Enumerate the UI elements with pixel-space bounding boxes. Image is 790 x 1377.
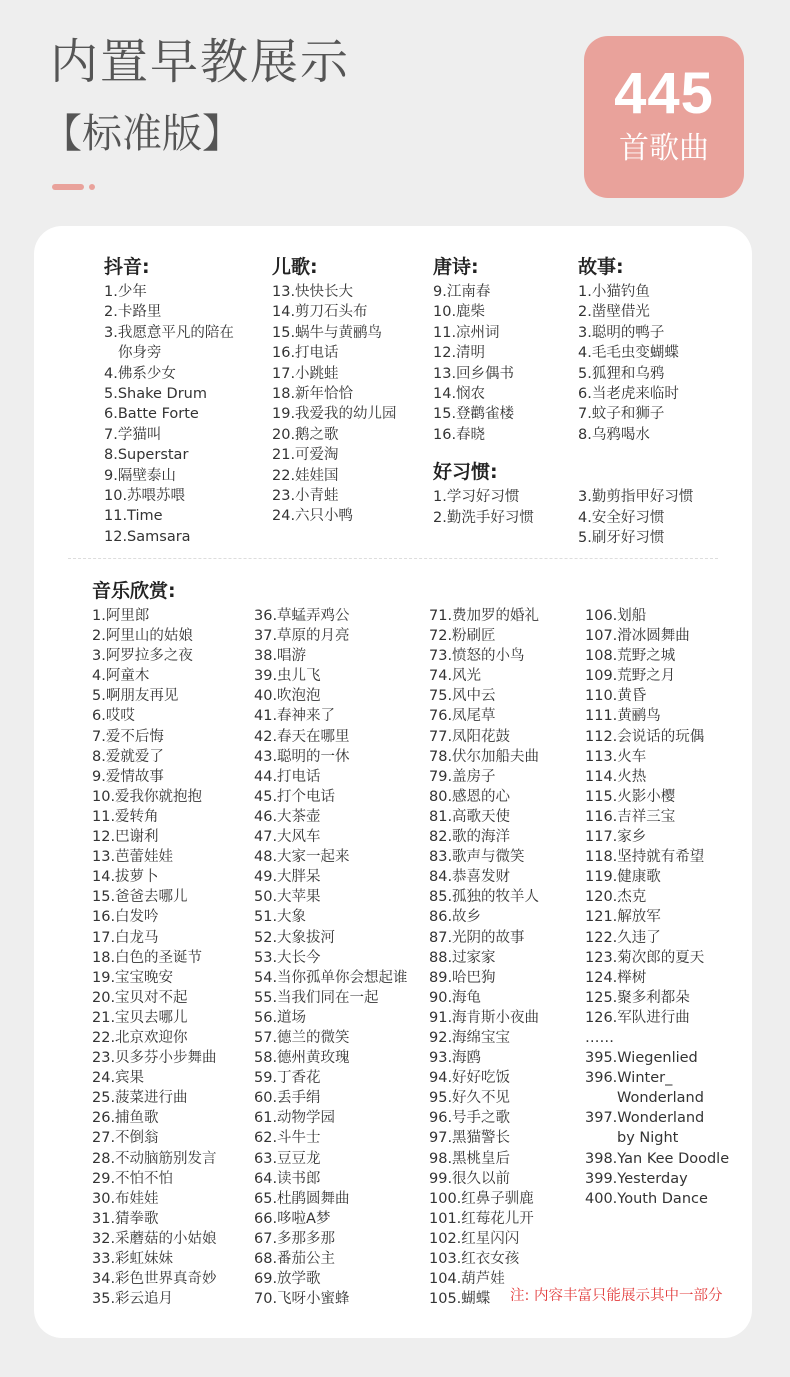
list-item: 105.蝴蝶	[429, 1291, 491, 1308]
list-item: 126.军队进行曲	[585, 1009, 690, 1026]
list-item: 5.狐狸和乌鸦	[578, 365, 665, 382]
list-item: 4.安全好习惯	[578, 509, 665, 526]
list-item: 104.葫芦娃	[429, 1271, 505, 1288]
song-count-badge	[584, 36, 744, 198]
list-item: 80.感恩的心	[429, 788, 511, 805]
list-item: 6.当老虎来临时	[578, 386, 679, 403]
list-item: 93.海鸥	[429, 1050, 482, 1067]
list-item: 12.巴谢利	[92, 829, 159, 846]
list-item: 17.小跳蛙	[272, 365, 339, 382]
list-item: 3.聪明的鸭子	[578, 324, 665, 341]
list-item: 100.红鼻子驯鹿	[429, 1190, 534, 1207]
list-item: 103.红衣女孩	[429, 1251, 520, 1267]
list-item: 9.隔壁泰山	[104, 467, 176, 484]
list-item: 28.不动脑筋别发言	[92, 1150, 217, 1167]
list-item: 66.哆啦A梦	[254, 1210, 331, 1227]
list-item: 398.Yan Kee Doodle	[585, 1150, 730, 1167]
list-item: 112.会说话的玩偶	[585, 728, 705, 745]
list-item: 11.凉州词	[433, 324, 500, 341]
list-item: 49.大胖呆	[254, 869, 321, 886]
list-item: 106.划船	[585, 608, 647, 624]
list-item: 117.家乡	[585, 829, 647, 846]
list-item: 8.乌鸦喝水	[578, 426, 650, 443]
list-item: 102.红星闪闪	[429, 1230, 520, 1247]
list-item: 3.勤剪指甲好习惯	[578, 489, 694, 506]
list-item: 4.阿童木	[92, 668, 150, 685]
list-item: 12.清明	[433, 345, 486, 362]
list-item: 110.黄昏	[585, 688, 647, 705]
list-item: 76.凤尾草	[429, 708, 496, 725]
list-item: 64.读书郎	[254, 1170, 321, 1187]
list-item: 44.打电话	[254, 768, 321, 785]
list-item: 83.歌声与微笑	[429, 849, 525, 866]
list-item: 1.阿里郎	[92, 608, 150, 624]
list-item: 1.学习好习惯	[433, 489, 520, 506]
list-item: 48.大家一起来	[254, 849, 350, 866]
list-item: 15.蜗牛与黄鹂鸟	[272, 324, 383, 341]
list-item: 77.凤阳花鼓	[429, 728, 511, 745]
song-count-number: 445	[614, 61, 714, 126]
list-item: 118.坚持就有希望	[585, 849, 705, 866]
list-item: 125.聚多利都朵	[585, 989, 690, 1006]
edition-subtitle: 【标准版】	[42, 111, 242, 157]
list-item: 7.爱不后悔	[92, 728, 164, 745]
list-item: 16.打电话	[272, 345, 339, 362]
douyin-heading: 抖音:	[104, 256, 150, 278]
list-item: 73.愤怒的小鸟	[429, 648, 525, 665]
list-item: 62.斗牛士	[254, 1130, 321, 1147]
list-item: 53.大长今	[254, 949, 321, 966]
music-column-4	[585, 606, 729, 1209]
list-item: 95.好久不见	[429, 1090, 511, 1107]
tangshi-heading: 唐诗:	[433, 256, 479, 278]
list-item: 你身旁	[118, 345, 162, 362]
list-item: 42.春天在哪里	[254, 728, 350, 745]
list-item: 13.快快长大	[272, 284, 354, 300]
list-item: 67.多那多那	[254, 1230, 336, 1247]
list-item: 20.宝贝对不起	[92, 989, 188, 1006]
habits-heading: 好习惯:	[433, 461, 498, 484]
gushi-section	[578, 254, 693, 548]
list-item: 20.鹅之歌	[272, 426, 339, 443]
list-item: 25.菠菜进行曲	[92, 1090, 188, 1107]
list-item: by Night	[617, 1130, 679, 1147]
list-item: 59.丁香花	[254, 1070, 321, 1087]
list-item: 24.宾果	[92, 1070, 145, 1087]
list-item: 114.火热	[585, 768, 647, 785]
list-item: 60.丢手绢	[254, 1090, 321, 1107]
list-item: 4.毛毛虫变蝴蝶	[578, 345, 679, 362]
list-item: 7.蚊子和狮子	[578, 406, 665, 423]
list-item: 57.德兰的微笑	[254, 1029, 350, 1046]
list-item: 37.草原的月亮	[254, 628, 350, 645]
list-item: 15.爸爸去哪儿	[92, 889, 188, 906]
list-item: 111.黄鹂鸟	[585, 708, 661, 725]
list-item: 2.勤洗手好习惯	[433, 509, 534, 526]
list-item: 26.捕鱼歌	[92, 1110, 159, 1127]
list-item: 107.滑冰圆舞曲	[585, 628, 690, 645]
list-item: 63.豆豆龙	[254, 1150, 321, 1167]
list-item: 38.唱游	[254, 648, 307, 665]
list-item: 5.啊朋友再见	[92, 688, 179, 705]
list-item: 99.很久以前	[429, 1170, 511, 1187]
list-item: 396.Winter_	[585, 1070, 673, 1087]
list-item: 17.白龙马	[92, 929, 159, 946]
list-item: 21.宝贝去哪儿	[92, 1009, 188, 1026]
list-item: 24.六只小鸭	[272, 508, 354, 525]
list-item: 40.吹泡泡	[254, 688, 321, 705]
list-item: 109.荒野之月	[585, 668, 676, 685]
list-item: 35.彩云追月	[92, 1291, 174, 1308]
list-item: 13.回乡偶书	[433, 365, 515, 382]
list-item: 1.小猫钓鱼	[578, 284, 650, 300]
list-item: 94.好好吃饭	[429, 1070, 511, 1087]
list-item: 32.采蘑菇的小姑娘	[92, 1230, 217, 1247]
music-column-1	[92, 606, 217, 1309]
list-item: 1.少年	[104, 284, 147, 300]
list-item: 34.彩色世界真奇妙	[92, 1271, 217, 1288]
list-item: 8.爱就爱了	[92, 748, 164, 765]
section-divider	[68, 558, 718, 559]
list-item: 21.可爱淘	[272, 447, 339, 464]
list-item: 11.Time	[104, 508, 163, 525]
list-item: 70.飞呀小蜜蜂	[254, 1291, 350, 1308]
list-item: 61.动物学园	[254, 1110, 336, 1127]
decoration-dot	[89, 184, 95, 190]
list-item: 7.学猫叫	[104, 426, 162, 443]
list-item: 91.海肯斯小夜曲	[429, 1009, 540, 1026]
list-item: 90.海龟	[429, 989, 482, 1006]
list-item: 119.健康歌	[585, 869, 661, 886]
list-item: 5.刷牙好习惯	[578, 530, 665, 547]
list-item: 15.登鹳雀楼	[433, 406, 515, 423]
list-item: 121.解放军	[585, 909, 661, 926]
list-item: 3.阿罗拉多之夜	[92, 648, 193, 665]
list-item: 122.久违了	[585, 929, 661, 946]
list-item: 41.春神来了	[254, 708, 336, 725]
erge-section	[272, 254, 397, 527]
list-item: ……	[585, 1029, 614, 1046]
list-item: 39.虫儿飞	[254, 668, 321, 685]
list-item: 2.阿里山的姑娘	[92, 628, 193, 645]
music-column-3	[429, 606, 539, 1309]
content-card	[34, 226, 752, 1338]
list-item: 71.费加罗的婚礼	[429, 608, 540, 624]
list-item: 124.榉树	[585, 969, 647, 986]
list-item: 51.大象	[254, 909, 307, 926]
list-item: 69.放学歌	[254, 1271, 321, 1288]
list-item: 399.Yesterday	[585, 1170, 688, 1187]
list-item: 50.大苹果	[254, 889, 321, 906]
list-item: 46.大茶壶	[254, 808, 321, 825]
list-item: 84.恭喜发财	[429, 869, 511, 886]
list-item: 19.宝宝晚安	[92, 969, 174, 986]
list-item: 11.爱转角	[92, 808, 159, 825]
list-item: 43.聪明的一休	[254, 748, 350, 765]
list-item: 81.高歌天使	[429, 808, 511, 825]
douyin-section	[104, 254, 234, 547]
erge-heading: 儿歌:	[272, 256, 318, 278]
list-item: 72.粉刷匠	[429, 628, 496, 645]
list-item: 22.娃娃国	[272, 467, 339, 484]
list-item: 33.彩虹妹妹	[92, 1251, 174, 1267]
list-item: 10.鹿柴	[433, 304, 486, 321]
content-note: 注: 内容丰富只能展示其中一部分	[510, 1288, 723, 1304]
list-item: 14.剪刀石头布	[272, 304, 368, 321]
list-item: 9.爱情故事	[92, 768, 164, 785]
list-item: 113.火车	[585, 748, 647, 765]
list-item: 58.德州黄玫瑰	[254, 1050, 350, 1067]
list-item: 14.悯农	[433, 386, 486, 403]
list-item: 23.小青蛙	[272, 488, 339, 505]
list-item: 65.杜鹃圆舞曲	[254, 1190, 350, 1207]
music-column-2	[254, 606, 408, 1309]
list-item: 36.草蜢弄鸡公	[254, 608, 350, 624]
list-item: 16.春晓	[433, 426, 486, 443]
list-item: 47.大风车	[254, 829, 321, 846]
list-item: 54.当你孤单你会想起谁	[254, 969, 408, 986]
list-item: 89.哈巴狗	[429, 969, 496, 986]
list-item: 27.不倒翁	[92, 1130, 159, 1147]
list-item: 3.我愿意平凡的陪在	[104, 324, 234, 341]
decoration-bar	[52, 184, 84, 190]
list-item: 5.Shake Drum	[104, 386, 207, 403]
list-item: 45.打个电话	[254, 788, 336, 805]
list-item: 18.新年恰恰	[272, 386, 354, 403]
list-item: 75.风中云	[429, 688, 496, 705]
list-item: 400.Youth Dance	[585, 1190, 708, 1207]
song-count-unit: 首歌曲	[619, 131, 709, 166]
list-item: 52.大象拔河	[254, 929, 336, 946]
list-item: 22.北京欢迎你	[92, 1029, 188, 1046]
list-item: 97.黑猫警长	[429, 1130, 511, 1147]
list-item: 74.风光	[429, 668, 482, 685]
list-item: 13.芭蕾娃娃	[92, 849, 174, 866]
list-item: Wonderland	[617, 1090, 704, 1107]
list-item: 98.黑桃皇后	[429, 1150, 511, 1167]
list-item: 6.Batte Forte	[104, 406, 199, 423]
list-item: 6.哎哎	[92, 708, 135, 725]
list-item: 2.凿壁借光	[578, 304, 650, 321]
list-item: 82.歌的海洋	[429, 829, 511, 846]
music-heading: 音乐欣赏:	[92, 580, 176, 602]
list-item: 29.不怕不怕	[92, 1170, 174, 1187]
list-item: 23.贝多芬小步舞曲	[92, 1050, 217, 1067]
list-item: 78.伏尔加船夫曲	[429, 748, 540, 765]
list-item: 4.佛系少女	[104, 365, 176, 382]
list-item: 19.我爱我的幼儿园	[272, 406, 397, 423]
list-item: 16.白发吟	[92, 909, 159, 926]
list-item: 85.孤独的牧羊人	[429, 889, 540, 906]
list-item: 12.Samsara	[104, 528, 191, 545]
list-item: 120.杰克	[585, 889, 647, 906]
list-item: 395.Wiegenlied	[585, 1050, 698, 1067]
list-item: 55.当我们同在一起	[254, 989, 379, 1006]
list-item: 397.Wonderland	[585, 1110, 705, 1127]
list-item: 86.故乡	[429, 909, 482, 926]
list-item: 87.光阴的故事	[429, 929, 525, 946]
list-item: 10.爱我你就抱抱	[92, 788, 203, 805]
list-item: 56.道场	[254, 1009, 307, 1026]
list-item: 116.吉祥三宝	[585, 808, 676, 825]
list-item: 108.荒野之城	[585, 648, 676, 665]
list-item: 88.过家家	[429, 949, 496, 966]
list-item: 14.拔萝卜	[92, 869, 159, 886]
list-item: 30.布娃娃	[92, 1190, 159, 1207]
list-item: 31.猜拳歌	[92, 1210, 159, 1227]
list-item: 9.江南春	[433, 284, 491, 300]
list-item: 8.Superstar	[104, 447, 189, 464]
list-item: 79.盖房子	[429, 768, 496, 785]
list-item: 18.白色的圣诞节	[92, 949, 203, 966]
list-item: 2.卡路里	[104, 304, 162, 321]
list-item: 68.番茄公主	[254, 1251, 336, 1267]
list-item: 115.火影小樱	[585, 788, 676, 805]
tangshi-section	[433, 254, 534, 528]
list-item: 10.苏喂苏喂	[104, 488, 186, 505]
list-item: 96.号手之歌	[429, 1110, 511, 1127]
list-item: 92.海绵宝宝	[429, 1029, 511, 1046]
gushi-heading: 故事:	[578, 256, 624, 278]
page-title: 内置早教展示	[50, 34, 351, 90]
list-item: 123.菊次郎的夏天	[585, 949, 705, 966]
list-item: 101.红莓花儿开	[429, 1210, 534, 1227]
